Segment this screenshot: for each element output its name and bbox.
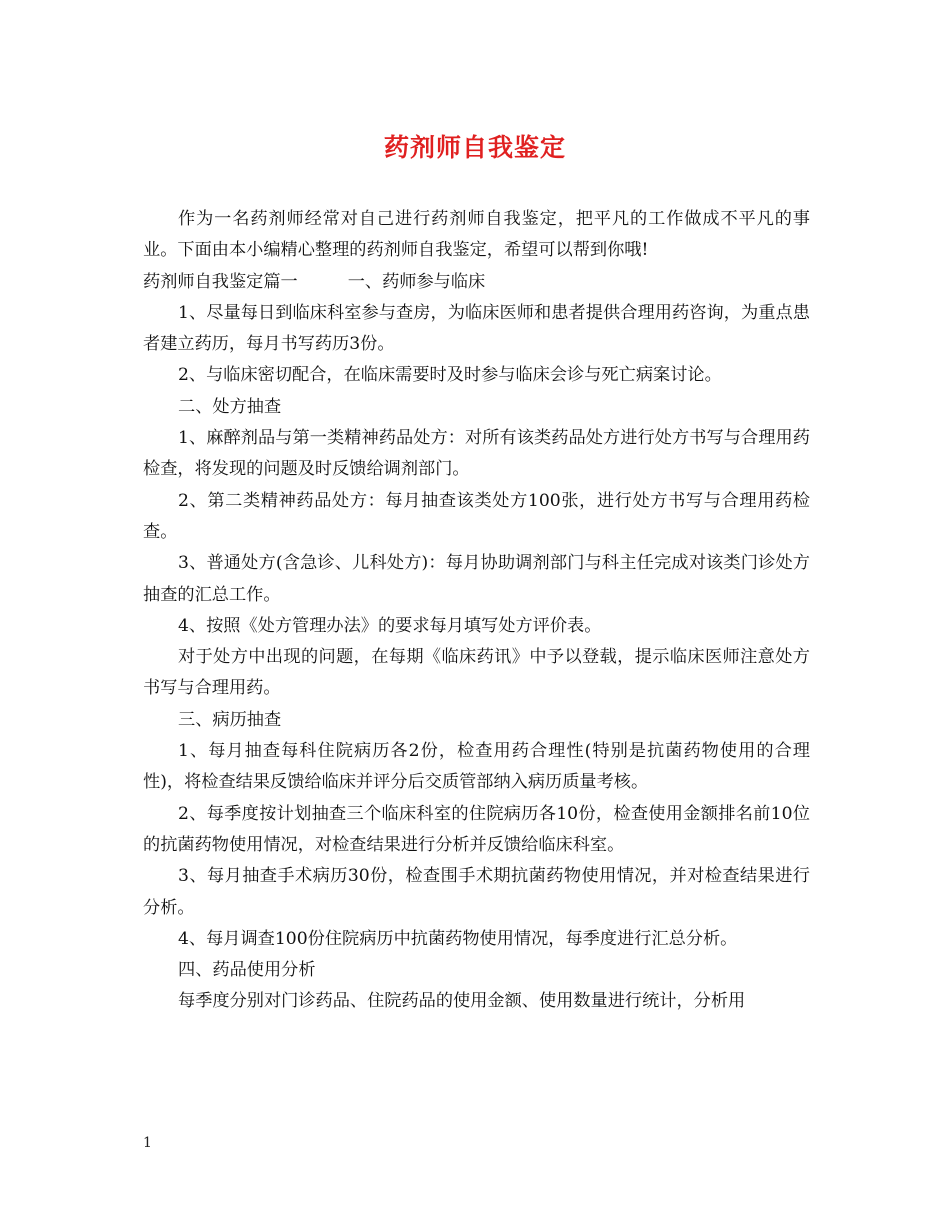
paragraph: 1、每月抽查每科住院病历各2份，检查用药合理性(特别是抗菌药物使用的合理性)，将检查结果反馈给临床并评分后交质管部纳入病历质量考核。 [143,741,810,793]
paragraph: 2、每季度按计划抽查三个临床科室的住院病历各10份，检查使用金额排名前10位的抗菌药物使用情况，对检查结果进行分析并反馈给临床科室。 [143,803,810,855]
document-body [143,204,810,1018]
section-heading: 二、处方抽查 [178,396,282,417]
paragraph: 2、第二类精神药品处方：每月抽查该类处方100张，进行处方书写与合理用药检查。 [143,490,810,542]
intro-paragraph: 作为一名药剂师经常对自己进行药剂师自我鉴定，把平凡的工作做成不平凡的事业。下面由本小编精心整理的药剂师自我鉴定，希望可以帮到你哦! [143,209,810,261]
section-heading-1: 一、药师参与临床 [347,271,486,292]
paragraph: 2、与临床密切配合，在临床需要时及时参与临床会诊与死亡病案讨论。 [178,365,722,386]
page-number: 1 [143,1135,152,1151]
paragraph: 对于处方中出现的问题，在每期《临床药讯》中予以登载，提示临床医师注意处方书写与合理用药。 [143,647,810,699]
paragraph: 3、普通处方(含急诊、儿科处方)：每月协助调剂部门与科主任完成对该类门诊处方抽查的汇总工作。 [143,553,810,605]
document-title: 药剂师自我鉴定 [383,133,566,162]
section-heading: 三、病历抽查 [178,709,282,730]
paragraph: 3、每月抽查手术病历30份，检查围手术期抗菌药物使用情况，并对检查结果进行分析。 [143,866,810,918]
paragraph: 1、尽量每日到临床科室参与查房，为临床医师和患者提供合理用药咨询，为重点患者建立药历，每月书写药历3份。 [143,302,810,355]
paragraph: 1、麻醉剂品与第一类精神药品处方：对所有该类药品处方进行处方书写与合理用药检查，将发现的问题及时反馈给调剂部门。 [143,428,810,480]
paragraph: 4、每月调查100份住院病历中抗菌药物使用情况，每季度进行汇总分析。 [178,928,738,949]
section-label: 药剂师自我鉴定篇一 [143,271,298,292]
section-line [143,267,810,298]
paragraph: 每季度分别对门诊药品、住院药品的使用金额、使用数量进行统计，分析用 [178,991,746,1012]
section-heading: 四、药品使用分析 [178,960,316,981]
paragraph: 4、按照《处方管理办法》的要求每月填写处方评价表。 [178,615,602,636]
